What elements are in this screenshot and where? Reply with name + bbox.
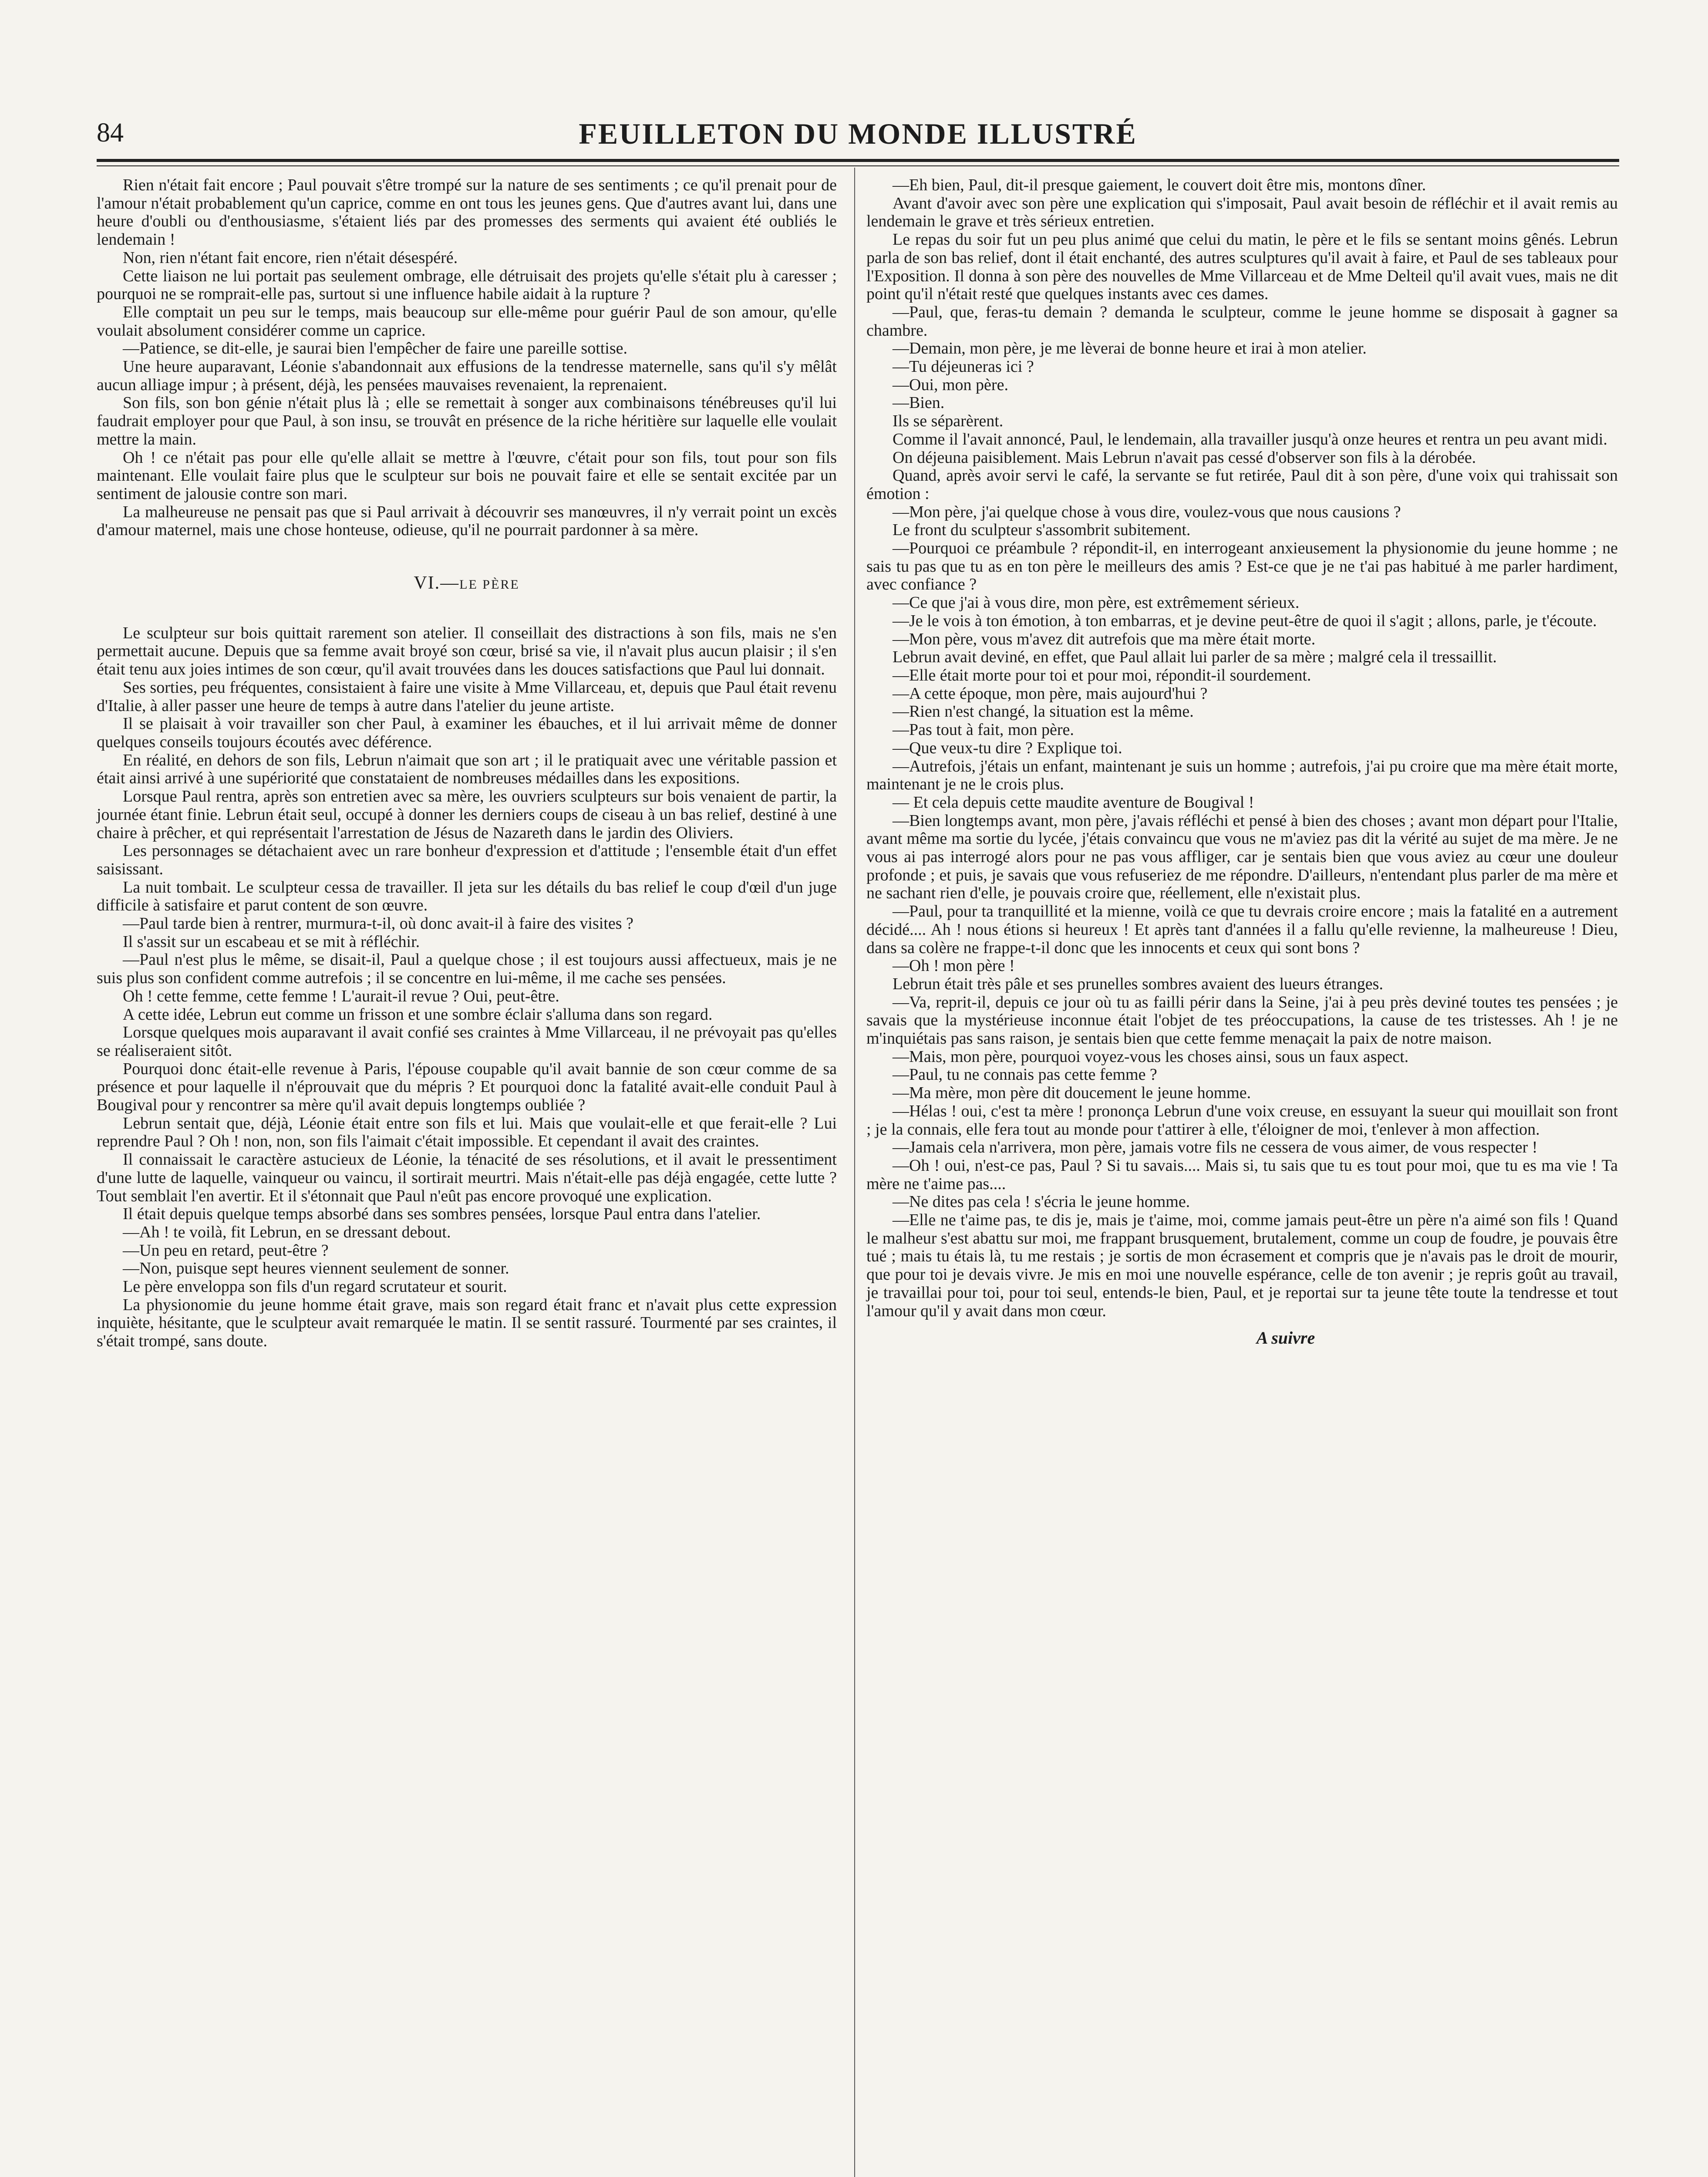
paragraph: Lebrun était très pâle et ses prunelles sombres avaient des lueurs étranges.: [893, 974, 1383, 993]
paragraph: Oh ! cette femme, cette femme ! L'aurait-il revue ? Oui, peut-être.: [123, 987, 559, 1005]
paragraph: —Paul, pour ta tranquillité et la mienne, voilà ce que tu devrais croire encore ; mais la fatalité en a autrement décidé.... Ah ! nous étions si heureux ! Et après tant d'années il a fallu qu'elle revienne, la malheureuse ! Dieu, dans sa colère ne frappe-t-il donc que les innocents et ceux qui sont bons ?: [866, 902, 1618, 957]
paragraph: Cette liaison ne lui portait pas seulement ombrage, elle détruisait des projets qu'elle s'était plu à caresser ; pourquoi ne se romprait-elle pas, surtout si une influence habile aidait à la rupture ?: [97, 266, 837, 303]
paragraph: Lorsque Paul rentra, après son entretien avec sa mère, les ouvriers sculpteurs sur bois venaient de partir, la journée étant finie. Lebrun était seul, occupé à donner les derniers coups de ciseau à un bas relief, destiné à une chaire à prêcher, et qui représentait l'arrestation de Jésus de Nazareth dans le jardin des Oliviers.: [97, 787, 837, 842]
paragraph: —Non, puisque sept heures viennent seulement de sonner.: [123, 1259, 509, 1278]
paragraph: —Patience, se dit-elle, je saurai bien l'empêcher de faire une pareille sottise.: [123, 339, 628, 358]
paragraph: —Paul n'est plus le même, se disait-il, Paul a quelque chose ; il est toujours aussi affectueux, mais je ne suis plus son confident comme autrefois ; il se concentre en lui-même, il me cache ses pensées.: [97, 950, 837, 987]
paragraph: —Paul tarde bien à rentrer, murmura-t-il, où donc avait-il à faire des visites ?: [123, 914, 633, 933]
paragraph: Oh ! ce n'était pas pour elle qu'elle allait se mettre à l'œuvre, c'était pour son fils, tout pour son fils maintenant. Elle voulait faire plus que le sculpteur sur bois ne pouvait faire et elle se sentait excitée par un sentiment de jalousie contre son mari.: [97, 448, 837, 503]
section-title: LE PÈRE: [459, 577, 520, 592]
paragraph: La nuit tombait. Le sculpteur cessa de travailler. Il jeta sur les détails du bas relief le coup d'œil d'un juge difficile à satisfaire et parut content de son œuvre.: [97, 878, 837, 915]
paragraph: Non, rien n'étant fait encore, rien n'était désespéré.: [123, 248, 458, 267]
paragraph: —A cette époque, mon père, mais aujourd'hui ?: [893, 684, 1208, 703]
paragraph: Avant d'avoir avec son père une explication qui s'imposait, Paul avait besoin de réfléchir et il avait remis au lendemain le grave et très sérieux entretien.: [866, 194, 1618, 231]
right-paragraphs: [866, 176, 1618, 1320]
paragraph: Une heure auparavant, Léonie s'abandonnait aux effusions de la tendresse maternelle, sans qu'il s'y mêlât aucun alliage impur ; à présent, déjà, les pensées mauvaises revenaient, la reprenaient.: [97, 357, 837, 394]
paragraph: —Paul, que, feras-tu demain ? demanda le sculpteur, comme le jeune homme se disposait à gagner sa chambre.: [866, 303, 1618, 340]
page-number: 84: [97, 118, 124, 148]
paragraph: —Hélas ! oui, c'est ta mère ! prononça Lebrun d'une voix creuse, en essuyant la sueur qui mouillait son front ; je la connais, elle fera tout au monde pour t'attirer à elle, t'éloigner de moi, t'enlever à mon affection.: [866, 1102, 1618, 1139]
paragraph: —Elle était morte pour toi et pour moi, répondit-il sourdement.: [893, 666, 1311, 684]
paragraph: Ses sorties, peu fréquentes, consistaient à faire une visite à Mme Villarceau, et, depuis que Paul était revenu d'Italie, à aller passer une heure de temps à autre dans l'atelier du jeune artiste.: [97, 678, 837, 715]
paragraph: —Ne dites pas cela ! s'écria le jeune homme.: [893, 1193, 1190, 1211]
paragraph: Le sculpteur sur bois quittait rarement son atelier. Il conseillait des distractions à son fils, mais ne s'en permettait aucune. Depuis que sa femme avait broyé son cœur, brisé sa vie, il n'avait plus aucun plaisir ; il s'en était tenu aux joies intimes de son cœur, qu'il avait trouvées dans les douces satisfactions que Paul lui donnait.: [97, 623, 837, 679]
paragraph: Il s'assit sur un escabeau et se mit à réfléchir.: [123, 932, 420, 951]
paragraph: Il se plaisait à voir travailler son cher Paul, à examiner les ébauches, et il lui arrivait même de donner quelques conseils toujours écoutés avec déférence.: [97, 714, 837, 751]
paragraph: —Un peu en retard, peut-être ?: [123, 1241, 329, 1260]
paragraph: Ils se séparèrent.: [893, 412, 1004, 431]
paragraph: Les personnages se détachaient avec un rare bonheur d'expression et d'attitude ; l'ensemble était d'un effet saisissant.: [97, 842, 837, 878]
paragraph: —Bien longtemps avant, mon père, j'avais réfléchi et pensé à bien des choses ; avant mon départ pour l'Italie, avant même ma sortie du lycée, j'étais convaincu que vous ne m'aviez pas dit la vérité au sujet de ma mère. Je ne vous ai pas interrogé alors pour ne pas vous affliger, car je sentais bien que vous aviez au cœur une douleur profonde ; et puis, je savais que vous refuseriez de me répondre. D'ailleurs, n'entendant plus parler de ma mère et ne sachant rien d'elle, je pouvais croire que, réellement, elle n'existait plus.: [866, 811, 1618, 903]
paragraph: —Pourquoi ce préambule ? répondit-il, en interrogeant anxieusement la physionomie du jeune homme ; ne sais tu pas que tu as en ton père le meilleurs des amis ? Est-ce que je ne t'ai pas habitué à me parler hardiment, avec confiance ?: [866, 539, 1618, 594]
paragraph: —Oh ! mon père !: [893, 957, 1015, 975]
paragraph: —Ma mère, mon père dit doucement le jeune homme.: [893, 1084, 1251, 1102]
left-column: [97, 176, 837, 1351]
paragraph: Quand, après avoir servi le café, la servante se fut retirée, Paul dit à son père, d'une voix qui trahissait son émotion :: [866, 466, 1618, 503]
paragraph: —Paul, tu ne connais pas cette femme ?: [893, 1065, 1157, 1084]
paragraph: En réalité, en dehors de son fils, Lebrun n'aimait que son art ; il le pratiquait avec une véritable passion et était ainsi arrivé à une supériorité que constataient de nombreuses médailles dans les expositions.: [97, 751, 837, 788]
paragraph: Lorsque quelques mois auparavant il avait confié ses craintes à Mme Villarceau, il ne prévoyait pas qu'elles se réaliseraient sitôt.: [97, 1023, 837, 1060]
paragraph: —Oui, mon père.: [893, 375, 1008, 394]
paragraph: —Tu déjeuneras ici ?: [893, 357, 1034, 376]
left-paragraphs-before: [97, 176, 837, 539]
paragraph: —Ce que j'ai à vous dire, mon père, est extrêmement sérieux.: [893, 593, 1300, 612]
paragraph: La physionomie du jeune homme était grave, mais son regard était franc et n'avait plus cette expression inquiète, hésitante, que le sculpteur avait remarquée le matin. Il se sentit rassuré. Tourmenté par ses craintes, il s'était trompé, sans doute.: [97, 1295, 837, 1351]
header-rule-thick: [97, 159, 1619, 162]
paragraph: Comme il l'avait annoncé, Paul, le lendemain, alla travailler jusqu'à onze heures et rentra un peu avant midi.: [893, 430, 1607, 448]
paragraph: Lebrun avait deviné, en effet, que Paul allait lui parler de sa mère ; malgré cela il tressaillit.: [893, 648, 1497, 667]
paragraph: Lebrun sentait que, déjà, Léonie était entre son fils et lui. Mais que voulait-elle et que ferait-elle ? Lui reprendre Paul ? Oh ! non, non, son fils l'aimait c'était impossible. Et cependant il avait des craintes.: [97, 1114, 837, 1151]
page-header: [97, 114, 1619, 153]
right-column: [866, 176, 1618, 1347]
paragraph: On déjeuna paisiblement. Mais Lebrun n'avait pas cessé d'observer son fils à la dérobée.: [893, 448, 1476, 467]
paragraph: Le repas du soir fut un peu plus animé que celui du matin, le père et le fils se sentant moins gênés. Lebrun parla de son bas relief, dont il était enchanté, des autres sculptures qu'il avait à faire, et Paul de ses tableaux pour l'Exposition. Il donna à son père des nouvelles de Mme Villarceau et de Mme Delteil qu'il avait vues, mais ne dit point qu'il n'était resté que quelques instants avec ces dames.: [866, 230, 1618, 303]
paragraph: —Pas tout à fait, mon père.: [893, 721, 1074, 739]
paragraph: —Que veux-tu dire ? Explique toi.: [893, 738, 1122, 757]
paragraph: La malheureuse ne pensait pas que si Paul arrivait à découvrir ses manœuvres, il n'y verrait point un excès d'amour maternel, mais une chose honteuse, odieuse, qu'il ne pourrait pardonner à sa mère.: [97, 502, 837, 539]
paragraph: Pourquoi donc était-elle revenue à Paris, l'épouse coupable qu'il avait bannie de son cœur comme de sa présence et pour laquelle il n'éprouvait que du mépris ? Et pourquoi donc la fatalité avait-elle conduit Paul à Bougival pour y rencontrer sa mère qu'il avait depuis longtemps oubliée ?: [97, 1059, 837, 1115]
paragraph: —Elle ne t'aime pas, te dis je, mais je t'aime, moi, comme jamais peut-être un père n'a aimé son fils ! Quand le malheur s'est abattu sur moi, me frappant brusquement, brutalement, comme un coup de foudre, je pouvais être tué ; mais tu étais là, tu me restais ; je sortis de mon écrasement et compris que je n'avais pas le droit de mourir, que pour toi je devais vivre. Je mis en moi une nouvelle espérance, celle de ton avenir ; je repris goût au travail, je travaillai pour toi, pour toi seul, entends-le bien, Paul, et je reportai sur ta jeune tête toute la tendresse et tout l'amour qu'il y avait dans mon cœur.: [866, 1211, 1618, 1320]
paragraph: A cette idée, Lebrun eut comme un frisson et une sombre éclair s'alluma dans son regard.: [123, 1005, 713, 1024]
paragraph: —Mon père, j'ai quelque chose à vous dire, voulez-vous que nous causions ?: [893, 502, 1401, 521]
paragraph: —Va, reprit-il, depuis ce jour où tu as failli périr dans la Seine, j'ai à peu près deviné toutes tes pensées ; je savais que la mystérieuse inconnue était l'objet de tes préoccupations, la cause de tes tristesses. Ah ! je ne m'inquiétais pas sans raison, je sentais bien que cette femme menaçait la paix de notre maison.: [866, 993, 1618, 1048]
paragraph: Son fils, son bon génie n'était plus là ; elle se remettait à songer aux combinaisons ténébreuses qu'il lui faudrait employer pour que Paul, à son insu, se trouvât en présence de la riche héritière sur laquelle elle voulait mettre la main.: [97, 394, 837, 448]
paragraph: —Rien n'est changé, la situation est la même.: [893, 702, 1194, 721]
paragraph: Le père enveloppa son fils d'un regard scrutateur et sourit.: [123, 1277, 507, 1296]
paragraph: Il connaissait le caractère astucieux de Léonie, la ténacité de ses résolutions, et il avait le pressentiment d'une lutte de laquelle, vainqueur ou vaincu, il sortirait meurtri. Mais n'était-elle pas déjà engagée, cette lutte ? Tout semblait l'en avertir. Et il s'étonnait que Paul n'eût pas encore provoqué une explication.: [97, 1150, 837, 1205]
paragraph: — Et cela depuis cette maudite aventure de Bougival !: [893, 793, 1254, 812]
paragraph: —Mais, mon père, pourquoi voyez-vous les choses ainsi, sous un faux aspect.: [893, 1047, 1409, 1066]
section-number: VI.—: [414, 573, 460, 593]
paragraph: —Autrefois, j'étais un enfant, maintenant je suis un homme ; autrefois, j'ai pu croire que ma mère était morte, maintenant je ne le crois plus.: [866, 757, 1618, 794]
paragraph: —Eh bien, Paul, dit-il presque gaiement, le couvert doit être mis, montons dîner.: [893, 176, 1426, 194]
left-paragraphs-after: [97, 624, 837, 1351]
paragraph: —Demain, mon père, je me lèverai de bonne heure et irai à mon atelier.: [893, 339, 1367, 358]
paragraph: —Bien.: [893, 394, 945, 412]
running-title: FEUILLETON DU MONDE ILLUSTRÉ: [579, 117, 1137, 150]
paragraph: Rien n'était fait encore ; Paul pouvait s'être trompé sur la nature de ses sentiments ; ce qu'il prenait pour de l'amour n'était probablement qu'un caprice, comme en ont tous les jeunes gens. Que d'autres avant lui, dans une heure d'oubli ou d'enthousiasme, s'étaient liés par des promesses des serments qui avaient été oubliés le lendemain !: [97, 176, 837, 249]
paragraph: Elle comptait un peu sur le temps, mais beaucoup sur elle-même pour guérir Paul de son amour, qu'elle voulait absolument considérer comme un caprice.: [97, 303, 837, 340]
paragraph: —Mon père, vous m'avez dit autrefois que ma mère était morte.: [893, 630, 1316, 648]
paragraph: —Je le vois à ton émotion, à ton embarras, et je devine peut-être de quoi il s'agit ; allons, parle, je t'écoute.: [893, 611, 1597, 630]
to-be-continued: A suivre: [1256, 1328, 1315, 1348]
section-heading: [97, 574, 837, 594]
paragraph: —Ah ! te voilà, fit Lebrun, en se dressant debout.: [123, 1223, 451, 1241]
paragraph: —Oh ! oui, n'est-ce pas, Paul ? Si tu savais.... Mais si, tu sais que tu es tout pour moi, que tu es ma vie ! Ta mère ne t'aime pas....: [866, 1156, 1618, 1193]
column-divider: [854, 168, 855, 2177]
header-rule-thin: [97, 165, 1619, 166]
paragraph: Le front du sculpteur s'assombrit subitement.: [893, 521, 1191, 539]
paragraph: Il était depuis quelque temps absorbé dans ses sombres pensées, lorsque Paul entra dans l'atelier.: [123, 1205, 761, 1223]
paragraph: —Jamais cela n'arrivera, mon père, jamais votre fils ne cessera de vous aimer, de vous respecter !: [893, 1138, 1538, 1157]
